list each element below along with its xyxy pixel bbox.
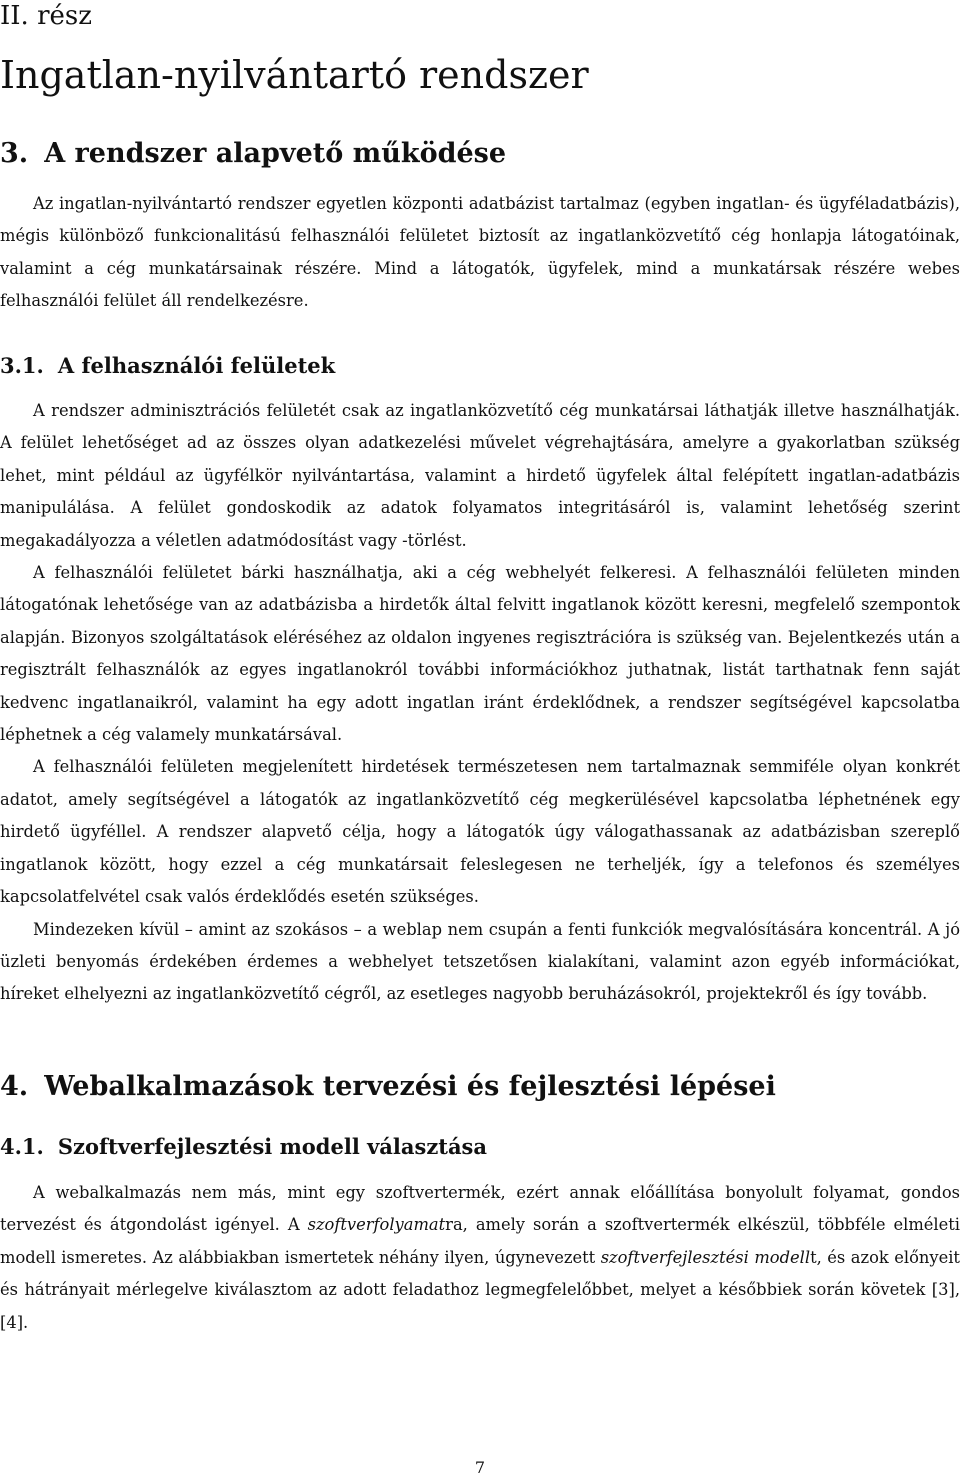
section-3-paragraph-1: Az ingatlan-nyilvántartó rendszer egyetlen központi adatbázist tartalmaz (egyben ingatlan- és ügyféladatbázis), mégis különböző funkcionalitású felhasználói felületet biztosít az ingatlanközvetítő cég honlapja látogatóinak, valamint a cég munkatársainak részére. Mind a látogatók, ügyfelek, mind a munkatársak részére webes felhasználói felület áll rendelkezésre.: [0, 194, 960, 311]
part-label: II. rész: [0, 1, 92, 31]
section-3-1-number: 3.1.: [0, 353, 44, 378]
section-4-title: Webalkalmazások tervezési és fejlesztési lépései: [44, 1071, 776, 1102]
section-4-1-text-a: A webalkalmazás nem más, mint egy szoftvertermék, ezért annak előállítása bonyolult folyamat, gondos tervezést és átgondolást igényel. A: [0, 1183, 960, 1235]
section-4-heading: [0, 1070, 776, 1104]
term-szoftverfejlesztesi-modell: szoftverfejlesztési modell: [600, 1247, 811, 1267]
section-3-body: [0, 188, 960, 318]
section-3-1-paragraph-4: Mindezeken kívül – amint az szokásos – a weblap nem csupán a fenti funkciók megvalósítására koncentrál. A jó üzleti benyomás érdekében érdemes a webhelyet tetszetősen kialakítani, valamint azon egyéb információkat, híreket elhelyezni az ingatlanközvetítő cégről, az esetleges nagyobb beruházásokról, projektekről és így tovább.: [0, 919, 960, 1004]
section-3-heading: [0, 137, 506, 171]
section-4-1-text-c: t, és azok előnyeit és hátrányait mérlegelve kiválasztom az adott feladathoz legmegfelelőbbet, melyet a későbbiek során követek [3], [4].: [0, 1247, 960, 1332]
term-szoftverfolyamat: szoftverfolyamat: [307, 1215, 446, 1235]
section-4-1-heading: [0, 1133, 487, 1161]
section-4-1-title: Szoftverfejlesztési modell választása: [57, 1134, 487, 1159]
page-number: 7: [474, 1458, 486, 1477]
section-3-1-heading: [0, 352, 335, 380]
section-4-1-paragraph-1: [0, 1177, 960, 1339]
section-3-1-paragraph-1: A rendszer adminisztrációs felületét csak az ingatlanközvetítő cég munkatársai láthatják illetve használhatják. A felület lehetőséget ad az összes olyan adatkezelési művelet végrehajtására, amelyre a gyakorlatban szükség lehet, mint például az ügyfélkör nyilvántartása, valamint a hirdető ügyfelek által felépített ingatlan-adatbázis manipulálása. A felület gondoskodik az adatok folyamatos integritásáról is, valamint lehetőség szerint megakadályozza a véletlen adatmódosítást vagy -törlést.: [0, 401, 960, 550]
part-title: Ingatlan-nyilvántartó rendszer: [0, 53, 589, 97]
section-4-1-number: 4.1.: [0, 1134, 44, 1159]
section-4-number: 4.: [0, 1071, 29, 1102]
section-4-1-text-b: ra, amely során a szoftvertermék elkészül, többféle elméleti modell ismeretes. Az alábbiakban ismertetek néhány ilyen, úgynevezett: [0, 1215, 960, 1267]
section-3-1-body: [0, 395, 960, 1011]
section-3-title: A rendszer alapvető működése: [44, 138, 507, 169]
section-3-number: 3.: [0, 138, 29, 169]
section-3-1-paragraph-3: A felhasználói felületen megjelenített hirdetések természetesen nem tartalmaznak semmiféle olyan konkrét adatot, amely segítségével a látogatók az ingatlanközvetítő cég megkerülésével kapcsolatba léphetnének egy hirdető ügyféllel. A rendszer alapvető célja, hogy a látogatók úgy válogathassanak az adatbázisban szereplő ingatlanok között, hogy ezzel a cég munkatársait feleslegesen ne terheljék, így a telefonos és személyes kapcsolatfelvétel csak valós érdeklődés esetén szükséges.: [0, 757, 960, 907]
section-3-1-paragraph-2: A felhasználói felületet bárki használhatja, aki a cég webhelyét felkeresi. A felhasználói felületen minden látogatónak lehetősége van az adatbázisba a hirdetők által felvitt ingatlanok között keresni, megfelelő szempontok alapján. Bizonyos szolgáltatások eléréséhez az oldalon ingyenes regisztrációra is szükség van. Bejelentkezés után a regisztrált felhasználók az egyes ingatlanokról további információkhoz juthatnak, listát tarthatnak fenn saját kedvenc ingatlanaikról, valamint ha egy adott ingatlan iránt érdeklődnek, a rendszer segítségével kapcsolatba léphetnek a cég valamely munkatársával.: [0, 563, 960, 745]
section-4-1-body: [0, 1177, 960, 1339]
section-3-1-title: A felhasználói felületek: [57, 353, 336, 378]
